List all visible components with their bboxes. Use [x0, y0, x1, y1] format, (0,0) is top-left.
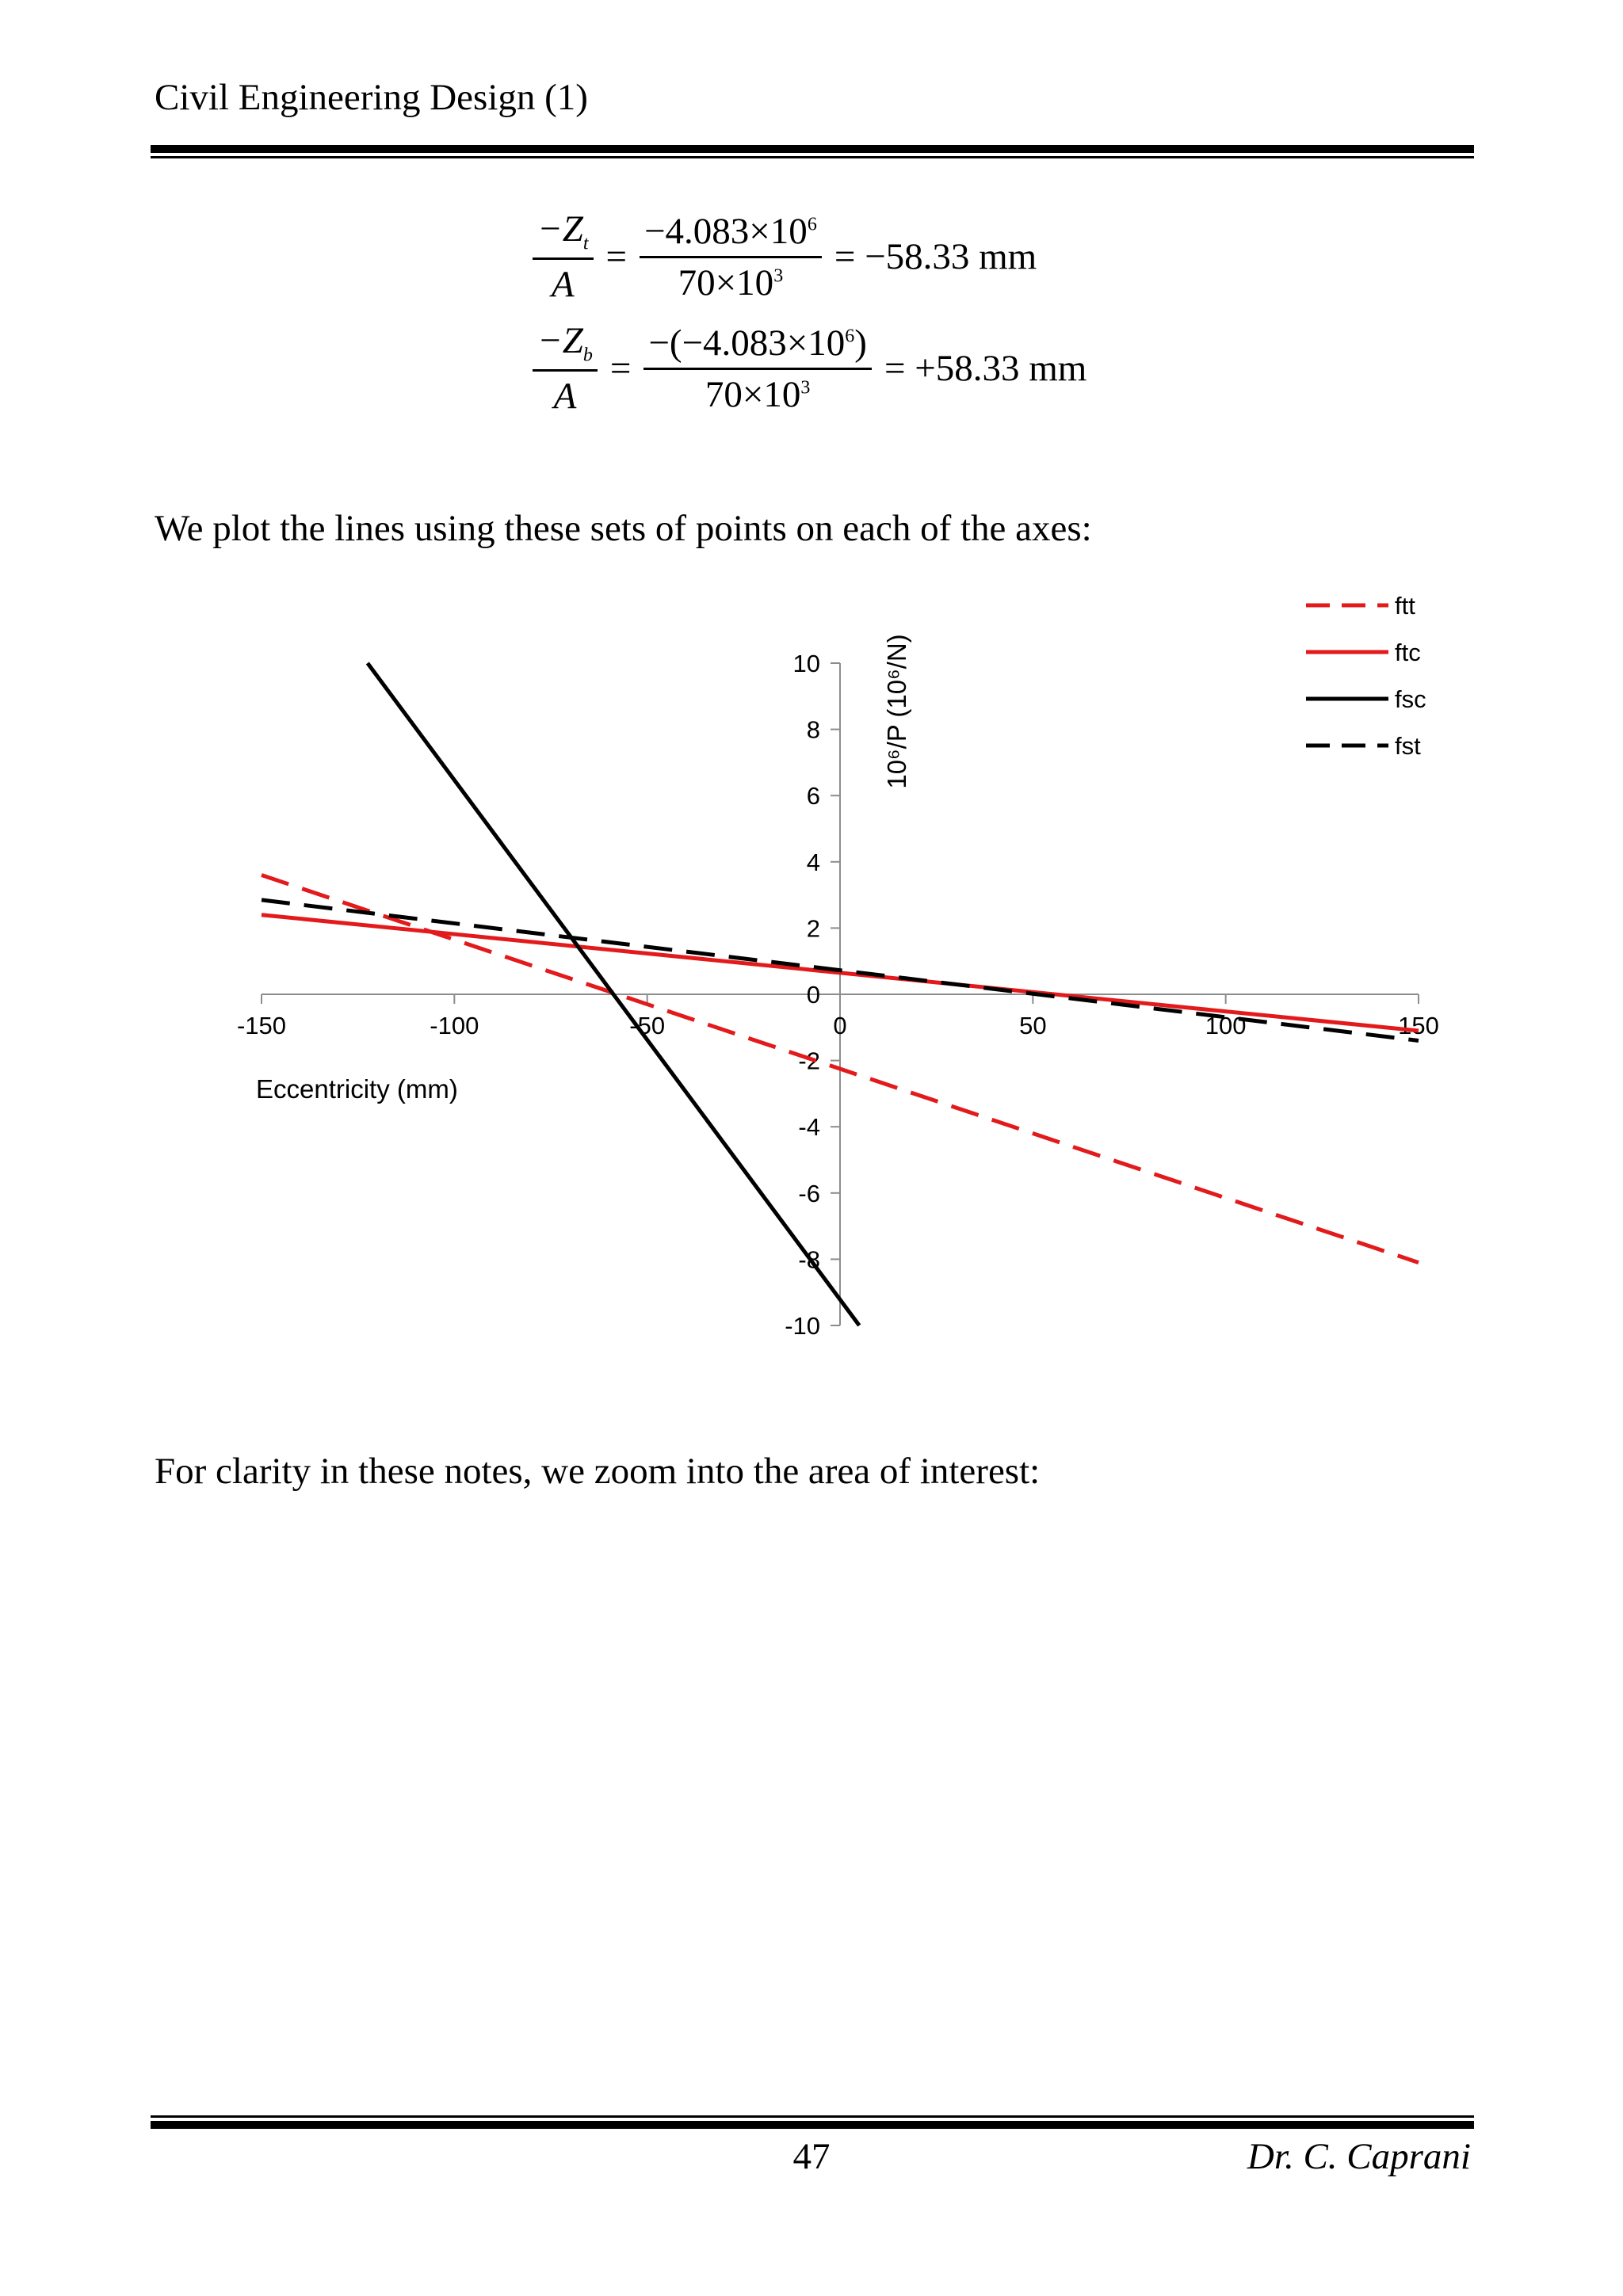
- y-tick-label: 2: [806, 914, 820, 943]
- paragraph-2: For clarity in these notes, we zoom into the area of interest:: [155, 1451, 1041, 1492]
- eq2-rhs-den-sup: 3: [800, 377, 811, 399]
- y-tick-label: 8: [806, 715, 820, 744]
- footer-rule-thick: [151, 2121, 1474, 2129]
- legend-label-ftc: ftc: [1395, 639, 1421, 666]
- y-tick-label: 4: [806, 848, 820, 876]
- footer-rule-thin: [151, 2115, 1474, 2118]
- y-tick-label: 10: [792, 650, 820, 677]
- eq1-rhs-num: −4.083×10: [644, 210, 808, 252]
- eq2-rhs-num: −(−4.083×10: [648, 322, 846, 364]
- footer-author: Dr. C. Caprani: [1247, 2136, 1471, 2177]
- eq2-result: = +58.33 mm: [884, 348, 1087, 390]
- eq2-rhs-num-sup: 6: [845, 326, 855, 347]
- eq1-lhs-sub: t: [582, 233, 589, 254]
- x-tick-label: -150: [236, 1012, 287, 1039]
- eq1-rhs-den: 70×10: [678, 261, 774, 303]
- legend-label-fst: fst: [1395, 732, 1421, 760]
- y-tick-label: 0: [806, 981, 820, 1009]
- chart-root: [237, 592, 1439, 1340]
- eq1-lhs-num: −Z: [537, 208, 583, 250]
- x-tick-label: 50: [1019, 1012, 1047, 1039]
- eq2-lhs-den: A: [553, 376, 577, 418]
- x-tick-label: 150: [1398, 1012, 1439, 1039]
- x-tick-label: 100: [1205, 1012, 1247, 1039]
- y-tick-label: -4: [798, 1113, 820, 1142]
- page-number: 47: [792, 2136, 831, 2177]
- eq1-equals: =: [605, 236, 628, 278]
- eq2-rhs-num-tail: ): [854, 322, 867, 364]
- y-axis-label: 10⁶/P (10⁶/N): [882, 634, 911, 789]
- eq2-rhs-den: 70×10: [705, 373, 801, 415]
- x-axis-label: Eccentricity (mm): [256, 1074, 458, 1104]
- eq1-rhs-den-sup: 3: [773, 265, 784, 287]
- paragraph-1: We plot the lines using these sets of points on each of the axes:: [155, 508, 1092, 549]
- legend-label-ftt: ftt: [1395, 592, 1415, 620]
- y-tick-label: -10: [785, 1312, 820, 1340]
- eq2-lhs-sub: b: [582, 345, 593, 366]
- x-tick-label: 0: [833, 1012, 847, 1039]
- y-tick-label: 6: [806, 782, 820, 810]
- eq1-rhs-num-sup: 6: [807, 214, 817, 235]
- eq1-result: = −58.33 mm: [834, 236, 1037, 278]
- header-title: Civil Engineering Design (1): [155, 77, 588, 118]
- legend-label-fsc: fsc: [1395, 685, 1426, 713]
- y-tick-label: -8: [798, 1245, 820, 1274]
- eq2-equals: =: [609, 348, 632, 390]
- eq1-lhs-den: A: [551, 264, 575, 306]
- x-tick-label: -100: [430, 1012, 479, 1039]
- x-tick-label: -50: [629, 1012, 666, 1039]
- eq2-lhs-num: −Z: [537, 320, 583, 361]
- y-tick-label: -2: [798, 1047, 820, 1075]
- y-tick-label: -6: [798, 1179, 820, 1207]
